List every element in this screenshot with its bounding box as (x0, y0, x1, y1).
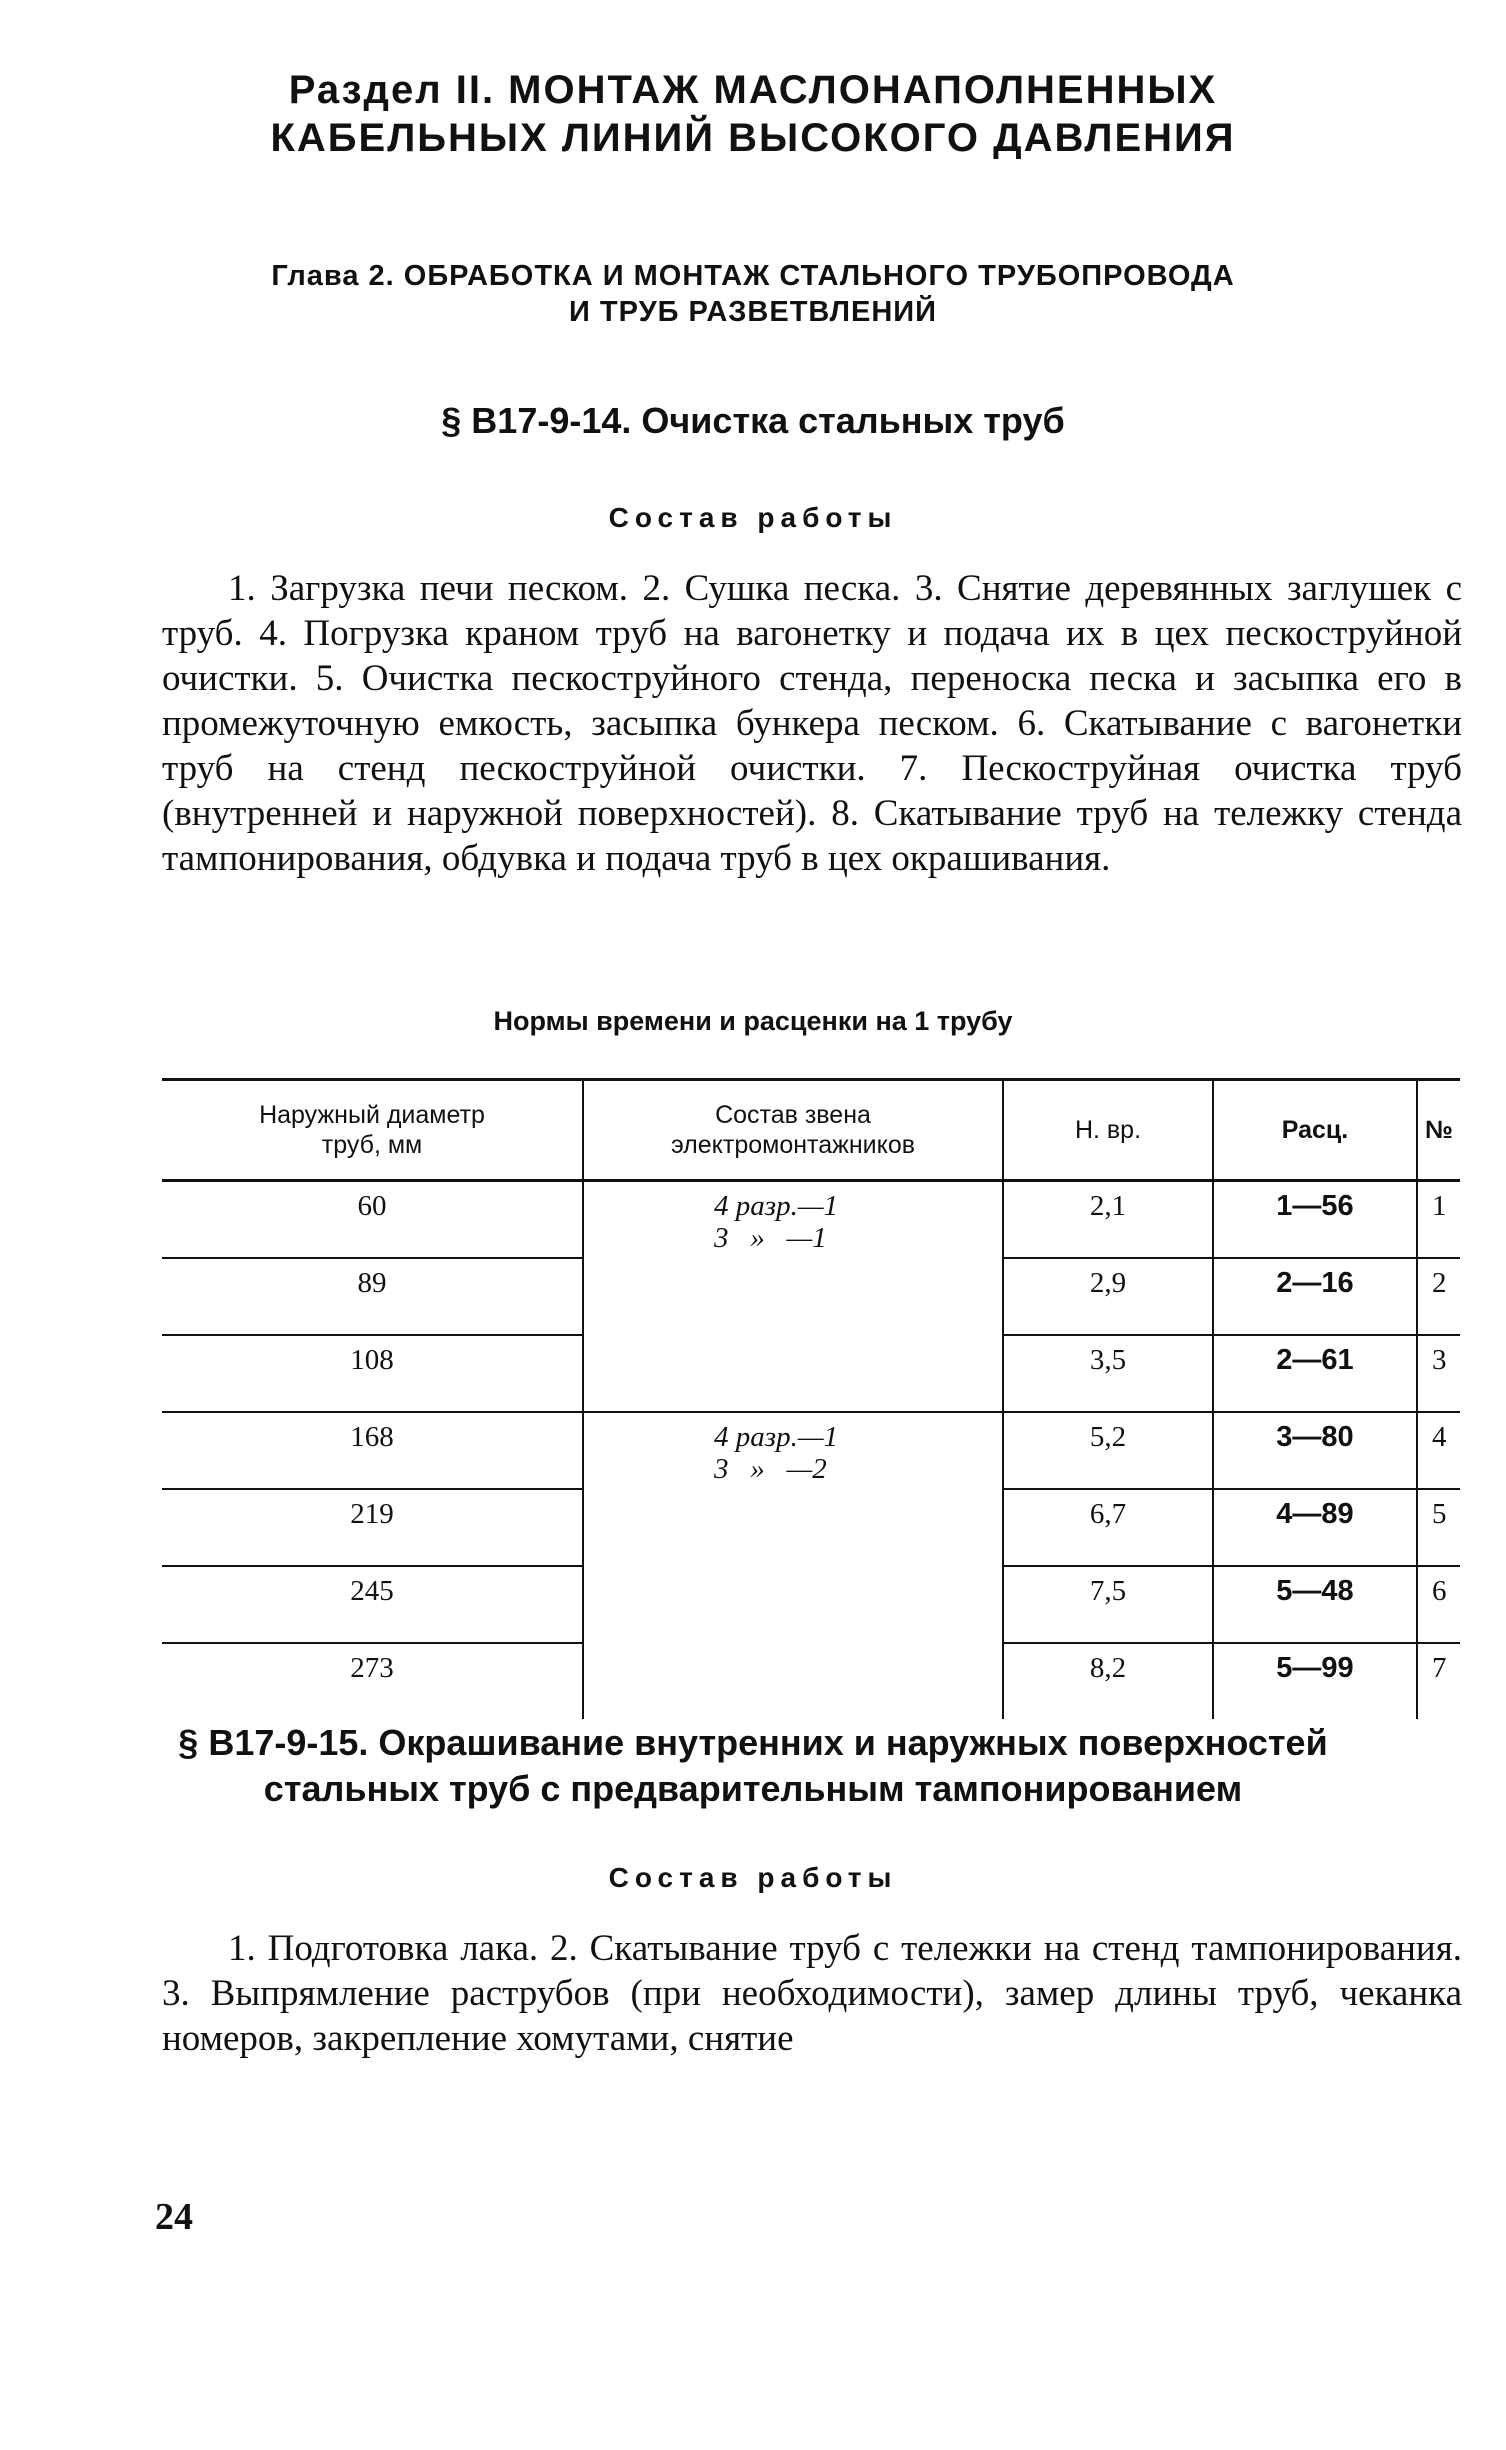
cell-crew-b (583, 1412, 1003, 1719)
paragraph-14-title: § В17-9-14. Очистка стальных труб (441, 400, 1065, 441)
cell-rate: 5—99 (1213, 1643, 1417, 1719)
cell-time: 2,9 (1003, 1258, 1213, 1335)
header-diameter (162, 1080, 583, 1181)
cell-number: 4 (1417, 1412, 1460, 1489)
header-number: № (1417, 1080, 1460, 1181)
cell-time: 3,5 (1003, 1335, 1213, 1412)
page-number: 24 (155, 2196, 193, 2238)
cell-number: 3 (1417, 1335, 1460, 1412)
table-row (162, 1181, 1460, 1259)
norms-table (162, 1078, 1460, 1719)
header-rate: Расц. (1213, 1080, 1417, 1181)
cell-time: 6,7 (1003, 1489, 1213, 1566)
cell-diameter: 108 (162, 1335, 583, 1412)
paragraph-15-text: 1. Подготовка лака. 2. Скатывание труб с тележки на стенд тампонирования. 3. Выпрямление раструбов (при необходимости), замер длины труб, чеканка номеров, закрепление хомутами, снятие (162, 1928, 1462, 2059)
header-diameter-line-2: труб, мм (321, 1131, 423, 1159)
section-title-line-2: КАБЕЛЬНЫХ ЛИНИЙ ВЫСОКОГО ДАВЛЕНИЯ (270, 116, 1236, 160)
cell-number: 7 (1417, 1643, 1460, 1719)
header-crew-line-2: электромонтажников (670, 1131, 916, 1159)
table-header-row (162, 1080, 1460, 1181)
section-title (0, 66, 1506, 162)
cell-time: 8,2 (1003, 1643, 1213, 1719)
chapter-title-line-2: И ТРУБ РАЗВЕТВЛЕНИЙ (569, 296, 937, 328)
cell-time: 5,2 (1003, 1412, 1213, 1489)
paragraph-15-composition-label: Состав работы (608, 1862, 898, 1893)
chapter-title (0, 258, 1506, 330)
cell-crew-a (583, 1181, 1003, 1413)
table-row (162, 1412, 1460, 1489)
section-title-line-1: Раздел II. МОНТАЖ МАСЛОНАПОЛНЕННЫХ (288, 68, 1218, 112)
header-crew (583, 1080, 1003, 1181)
paragraph-15-title (0, 1720, 1506, 1812)
crew-a-line-2: 3 » —1 (714, 1222, 827, 1254)
header-diameter-line-1: Наружный диаметр (259, 1101, 485, 1129)
cell-rate: 4—89 (1213, 1489, 1417, 1566)
paragraph-15-title-line-1: § В17-9-15. Окрашивание внутренних и наружных поверхностей (178, 1722, 1328, 1763)
header-crew-line-1: Состав звена (715, 1101, 871, 1129)
cell-diameter: 60 (162, 1181, 583, 1259)
header-time: Н. вр. (1003, 1080, 1213, 1181)
crew-b-line-1: 4 разр.—1 (714, 1421, 839, 1453)
paragraph-15-title-line-2: стальных труб с предварительным тампонированием (263, 1768, 1243, 1809)
cell-diameter: 273 (350, 1652, 394, 1684)
cell-rate: 2—61 (1213, 1335, 1417, 1412)
cell-rate: 2—16 (1213, 1258, 1417, 1335)
cell-diameter: 168 (162, 1412, 583, 1489)
cell-number: 5 (1417, 1489, 1460, 1566)
cell-number: 6 (1417, 1566, 1460, 1643)
paragraph-14-text: 1. Загрузка печи песком. 2. Сушка песка. 3. Снятие деревянных заглушек с труб. 4. Погрузка краном труб на вагонетку и подача их в цех пескоструйной очистки. 5. Очистка пескоструйного стенда, переноска песка и засыпка его в промежуточную емкость, засыпка бункера песком. 6. Скатывание с вагонетки труб на стенд пескоструйной очистки. 7. Пескоструйная очистка труб (внутренней и наружной поверхностей). 8. Скатывание труб на тележку стенда тампонирования, обдувка и подача труб в цех окрашивания. (162, 568, 1462, 879)
cell-diameter: 89 (162, 1258, 583, 1335)
crew-b-line-2: 3 » —2 (714, 1453, 827, 1485)
cell-rate: 3—80 (1213, 1412, 1417, 1489)
cell-diameter: 245 (162, 1566, 583, 1643)
table-caption: Нормы времени и расценки на 1 трубу (493, 1006, 1013, 1036)
cell-rate: 1—56 (1213, 1181, 1417, 1259)
cell-time: 2,1 (1003, 1181, 1213, 1259)
cell-rate: 5—48 (1213, 1566, 1417, 1643)
crew-a-line-1: 4 разр.—1 (714, 1190, 839, 1222)
cell-diameter: 219 (162, 1489, 583, 1566)
cell-number: 1 (1417, 1181, 1460, 1259)
cell-time: 7,5 (1003, 1566, 1213, 1643)
chapter-title-line-1: Глава 2. ОБРАБОТКА И МОНТАЖ СТАЛЬНОГО ТРУБОПРОВОДА (271, 260, 1235, 292)
paragraph-14-composition-label: Состав работы (608, 502, 898, 533)
cell-number: 2 (1417, 1258, 1460, 1335)
